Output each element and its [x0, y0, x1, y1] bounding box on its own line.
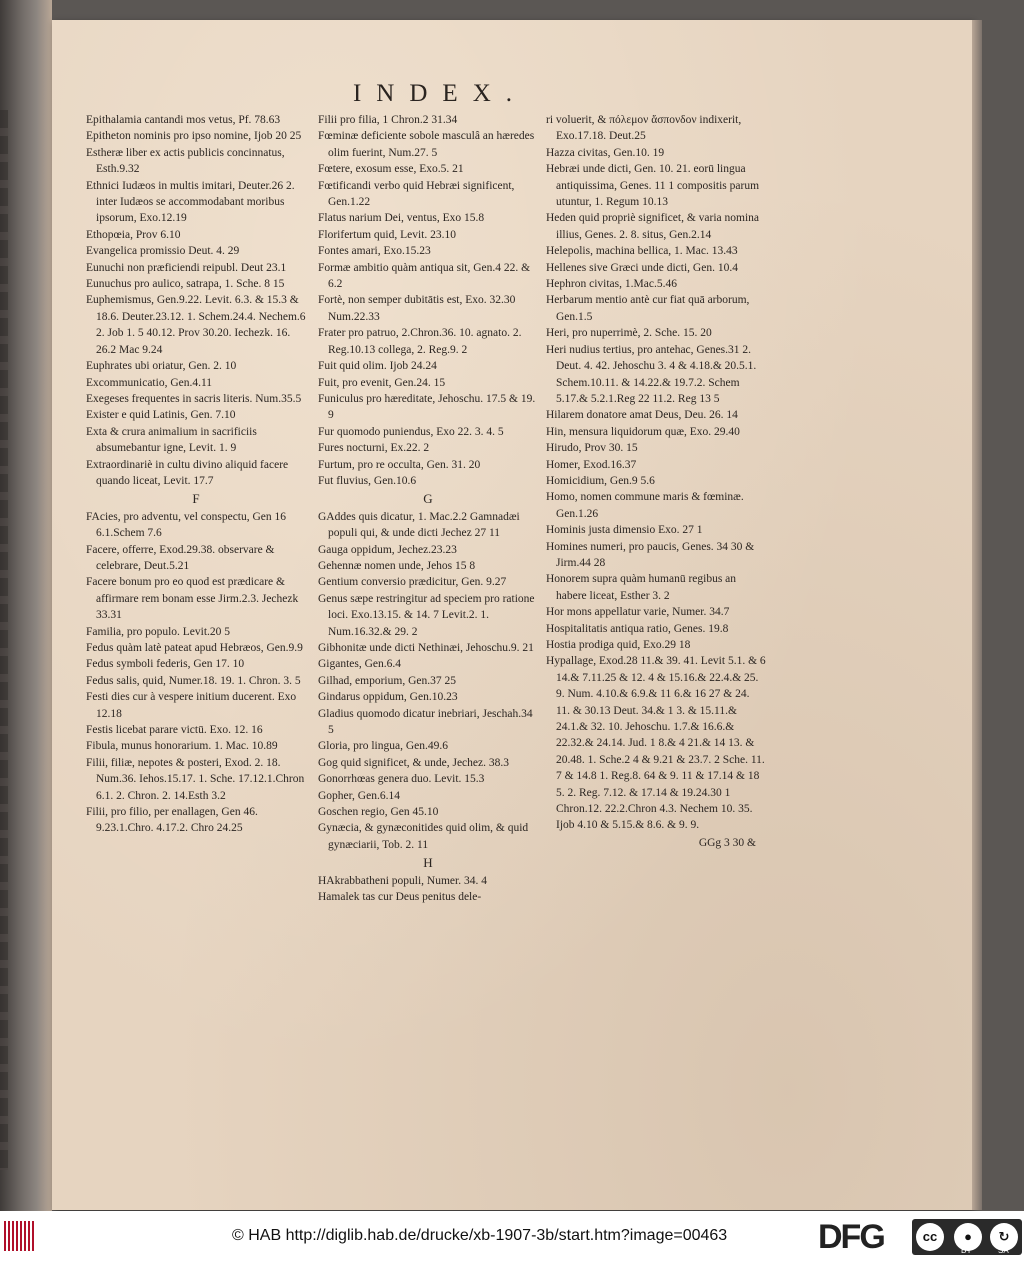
footer-bar [0, 1211, 1024, 1261]
index-entry: Hominis justa dimensio Exo. 27 1 [546, 524, 703, 537]
index-entry: Filii pro filia, 1 Chron.2 31.34 [318, 114, 458, 126]
share-alike-icon: ↻ [990, 1223, 1018, 1251]
index-entry: Frater pro patruo, 2.Chron.36. 10. agnato. 2. Reg.10.13 collega, 2. Reg.9. 2 [318, 327, 522, 356]
page-edge [972, 20, 982, 1210]
index-entry: Fœminæ deficiente sobole masculâ an hæredes olim fuerint, Num.27. 5 [318, 130, 535, 159]
index-entry: Homicidium, Gen.9 5.6 [546, 474, 655, 487]
index-entry: Facere bonum pro eo quod est prædicare & affirmare rem bonam esse Jirm.2.3. Jechezk 33.31 [86, 576, 299, 622]
index-entry: Festi dies cur à vespere initium ducerent. Exo 12.18 [86, 691, 297, 720]
index-entry: Fœtificandi verbo quid Hebræi significent, Gen.1.22 [318, 179, 515, 209]
index-entry: Facere, offerre, Exod.29.38. observare & celebrare, Deut.5.21 [86, 543, 275, 572]
index-entry: Excommunicatio, Gen.4.11 [86, 376, 213, 389]
index-entry: Hirudo, Prov 30. 15 [546, 442, 638, 455]
index-entry: Gehennæ nomen unde, Jehos 15 8 [318, 559, 476, 572]
index-column-1 [86, 112, 306, 837]
index-column-2 [318, 112, 538, 906]
index-entry: Fur quomodo puniendus, Exo 22. 3. 4. 5 [318, 425, 504, 438]
index-entry: Hellenes sive Græci unde dicti, Gen. 10.4 [546, 261, 738, 274]
letter-heading: H [423, 855, 433, 871]
index-entry: Fedus symboli federis, Gen 17. 10 [86, 658, 245, 671]
index-entry: Filii, filiæ, nepotes & posteri, Exod. 2. 18. Num.36. Iehos.15.17. 1. Sche. 17.12.1.Chron 6.1. 2. Chron. 2. 14.Esth 3.2 [86, 756, 305, 802]
index-entry: Flatus narium Dei, ventus, Exo 15.8 [318, 212, 485, 225]
spine-binding [0, 110, 8, 1170]
index-entry: Gonorrhœas genera duo. Levit. 15.3 [318, 773, 485, 786]
index-entry: Ethopœia, Prov 6.10 [86, 228, 181, 241]
index-entry: Heri, pro nuperrimè, 2. Sche. 15. 20 [546, 327, 712, 340]
index-entry: GAddes quis dicatur, 1. Mac.2.2 Gamnadæi populi qui, & unde dicti Jechez 27 11 [318, 510, 520, 540]
index-entry: Herbarum mentio antè cur fiat quā arborum, Gen.1.5 [546, 294, 750, 323]
by-person-icon: ● [954, 1223, 982, 1251]
index-entry: Hostia prodiga quid, Exo.29 18 [546, 639, 691, 651]
index-entry: Fontes amari, Exo.15.23 [318, 245, 431, 258]
index-entry: Festis licebat parare victū. Exo. 12. 16 [86, 724, 263, 737]
index-entry: Eunuchi non præficiendi reipubl. Deut 23.1 [86, 261, 287, 274]
index-entry: Gentium conversio prædicitur, Gen. 9.27 [318, 576, 507, 589]
index-entry: Funiculus pro hæreditate, Jehoschu. 17.5 & 19. 9 [318, 392, 536, 422]
index-entry: Furtum, pro re occulta, Gen. 31. 20 [318, 458, 481, 471]
index-column-3 [546, 112, 766, 851]
index-entry: Fures nocturni, Ex.22. 2 [318, 442, 430, 455]
index-entry: Fuit quid olim. Ijob 24.24 [318, 360, 437, 373]
index-entry: Formæ ambitio quàm antiqua sit, Gen.4 22. & 6.2 [318, 261, 531, 291]
index-entry: Exister e quid Latinis, Gen. 7.10 [86, 409, 236, 422]
index-entry: Gibhonitæ unde dicti Nethinæi, Jehoschu.9. 21 [318, 642, 534, 654]
index-entry: Fœtere, exosum esse, Exo.5. 21 [318, 163, 464, 176]
letter-heading: F [192, 491, 200, 507]
signature-catchword: GGg 3 30 & [698, 836, 756, 849]
index-entry: Gindarus oppidum, Gen.10.23 [318, 691, 458, 704]
index-entry: Fedus quàm latè pateat apud Hebræos, Gen.9.9 [86, 642, 303, 654]
index-entry: Hor mons appellatur varie, Numer. 34.7 [546, 606, 730, 619]
index-entry: HAkrabbatheni populi, Numer. 34. 4 [318, 874, 487, 887]
index-entry: Fibula, munus honorarium. 1. Mac. 10.89 [86, 740, 278, 753]
index-entry: Hin, mensura liquidorum quæ, Exo. 29.40 [546, 425, 740, 438]
index-entry: Epithalamia cantandi mos vetus, Pf. 78.63 [86, 114, 281, 126]
index-entry: Exta & crura animalium in sacrificiis absumebantur igne, Levit. 1. 9 [86, 425, 257, 455]
index-entry: Homo, nomen commune maris & fœminæ. Gen.1.26 [546, 491, 744, 520]
index-entry: Hebræi unde dicti, Gen. 10. 21. eorū lingua antiquissima, Genes. 11 1 compositis parum utuntur, 1. Regum 10.13 [546, 163, 760, 209]
index-entry: Honorem supra quàm humanū regibus an habere liceat, Esther 3. 2 [546, 573, 737, 602]
index-entry: Homer, Exod.16.37 [546, 458, 637, 471]
sa-label: SA [998, 1246, 1009, 1255]
index-entry: Hypallage, Exod.28 11.& 39. 41. Levit 5.1. & 6 14.& 7.11.25 & 12. 4 & 15.16.& 22.4.& 25. 9. Num. 4.10.& 6.9.& 11 6.& 16 27 & 24. 11. & 30.13 Deut. 34.& 1 3. & 15.11.& 24.1.& 32. 10. Jehoschu. 1.7.& 16.6.& 22.32.& 24.14. Jud. 1 8.& 4 21.& 14 13. & 20.48. 1. Sche.2 4 & 9.21 & 23.7. 2 Sche. 11. 7 & 14.8 1. Reg.8. 64 & 9. 11 & 17.14 & 18 5. 2. Reg. 7.12. & 17.14 & 19.24.30 1 Chron.12. 22.2.Chron 4.3. Nechem 10. 35. Ijob 4.10 & 5.15.& 8.6. & 9. 9. [546, 655, 766, 832]
index-entry: Heri nudius tertius, pro antehac, Genes.31 2. Deut. 4. 42. Jehoschu 3. 4 & 4.18.& 20.5.1. Schem.10.11. & 14.22.& 19.7.2. Schem 5.17.& 5.2.1.Reg 22 11.2. Reg 13 5 [546, 343, 757, 405]
index-entry: Epitheton nominis pro ipso nomine, Ijob 20 25 [86, 130, 302, 143]
dfg-logo: DFG [818, 1218, 884, 1256]
index-entry: Hilarem donatore amat Deus, Deu. 26. 14 [546, 409, 738, 422]
index-entry: Fedus salis, quid, Numer.18. 19. 1. Chron. 3. 5 [86, 674, 301, 687]
cc-license-badge[interactable] [912, 1219, 1022, 1255]
index-entry: Gog quid significet, & unde, Jechez. 38.3 [318, 756, 509, 769]
index-entry: Euphemismus, Gen.9.22. Levit. 6.3. & 15.3 & 18.6. Deuter.23.12. 1. Schem.24.4. Nechem.6 2. Job 1. 5 40.12. Prov 30.20. Iechezk. 16. 26.2 Mac 9.24 [86, 294, 306, 356]
index-entry: Eunuchus pro aulico, satrapa, 1. Sche. 8 15 [86, 278, 285, 291]
index-entry: Filii, pro filio, per enallagen, Gen 46. 9.23.1.Chro. 4.17.2. Chro 24.25 [86, 806, 258, 835]
index-entry: Gauga oppidum, Jechez.23.23 [318, 543, 457, 556]
index-entry: Euphrates ubi oriatur, Gen. 2. 10 [86, 360, 237, 373]
index-entry: Florifertum quid, Levit. 23.10 [318, 228, 456, 241]
index-entry: Fut fluvius, Gen.10.6 [318, 474, 417, 487]
index-entry: Hospitalitatis antiqua ratio, Genes. 19.8 [546, 622, 729, 635]
index-entry: Evangelica promissio Deut. 4. 29 [86, 245, 240, 258]
index-entry: Gopher, Gen.6.14 [318, 789, 400, 802]
index-entry: Gladius quomodo dicatur inebriari, Jeschah.34 5 [318, 707, 533, 737]
hab-logo-icon [4, 1221, 36, 1251]
letter-heading: G [423, 491, 433, 507]
index-entry: Ethnici Iudæos in multis imitari, Deuter.26 2. inter Iudæos se accommodabant moribus ipsorum, Exo.12.19 [86, 179, 295, 225]
index-entry: Gilhad, emporium, Gen.37 25 [318, 674, 456, 687]
index-entry: Helepolis, machina bellica, 1. Mac. 13.43 [546, 245, 738, 258]
index-entry: Extraordinariè in cultu divino aliquid facere quando liceat, Levit. 17.7 [86, 458, 289, 487]
index-entry: Genus sæpe restringitur ad speciem pro ratione loci. Exo.13.15. & 14. 7 Levit.2. 1. Num.16.32.& 29. 2 [318, 592, 535, 638]
index-entry: Fuit, pro evenit, Gen.24. 15 [318, 376, 446, 389]
index-entry: Fortè, non semper dubitātis est, Exo. 32.30 Num.22.33 [318, 294, 516, 323]
index-entry: Familia, pro populo. Levit.20 5 [86, 625, 231, 638]
by-label: BY [961, 1246, 972, 1255]
running-head: INDEX. [352, 80, 527, 107]
index-entry: Homines numeri, pro paucis, Genes. 34 30 & Jirm.44 28 [546, 540, 755, 569]
index-entry: Hamalek tas cur Deus penitus dele- [318, 891, 482, 904]
copyright-link[interactable]: © HAB http://diglib.hab.de/drucke/xb-1907-3b/start.htm?image=00463 [232, 1227, 728, 1244]
cc-icon: cc [916, 1223, 944, 1251]
index-entry: Gynæcia, & gynæconitides quid olim, & quid gynæciarii, Tob. 2. 11 [318, 822, 529, 851]
index-entry: Goschen regio, Gen 45.10 [318, 806, 439, 819]
index-entry: Hephron civitas, 1.Mac.5.46 [546, 278, 677, 291]
index-entry: Estheræ liber ex actis publicis concinnatus, Esth.9.32 [86, 146, 285, 176]
index-entry: Gigantes, Gen.6.4 [318, 658, 402, 671]
index-entry: Exegeses frequentes in sacris literis. Num.35.5 [86, 392, 302, 405]
index-entry: Heden quid propriè significet, & varia nomina illius, Genes. 2. 8. situs, Gen.2.14 [546, 212, 760, 241]
index-entry: FAcies, pro adventu, vel conspectu, Gen 16 6.1.Schem 7.6 [86, 510, 287, 540]
index-entry: ri voluerit, & πόλεμον ἄσπονδον indixerit, Exo.17.18. Deut.25 [546, 114, 742, 143]
index-entry: Hazza civitas, Gen.10. 19 [546, 146, 665, 159]
index-entry: Gloria, pro lingua, Gen.49.6 [318, 740, 448, 753]
